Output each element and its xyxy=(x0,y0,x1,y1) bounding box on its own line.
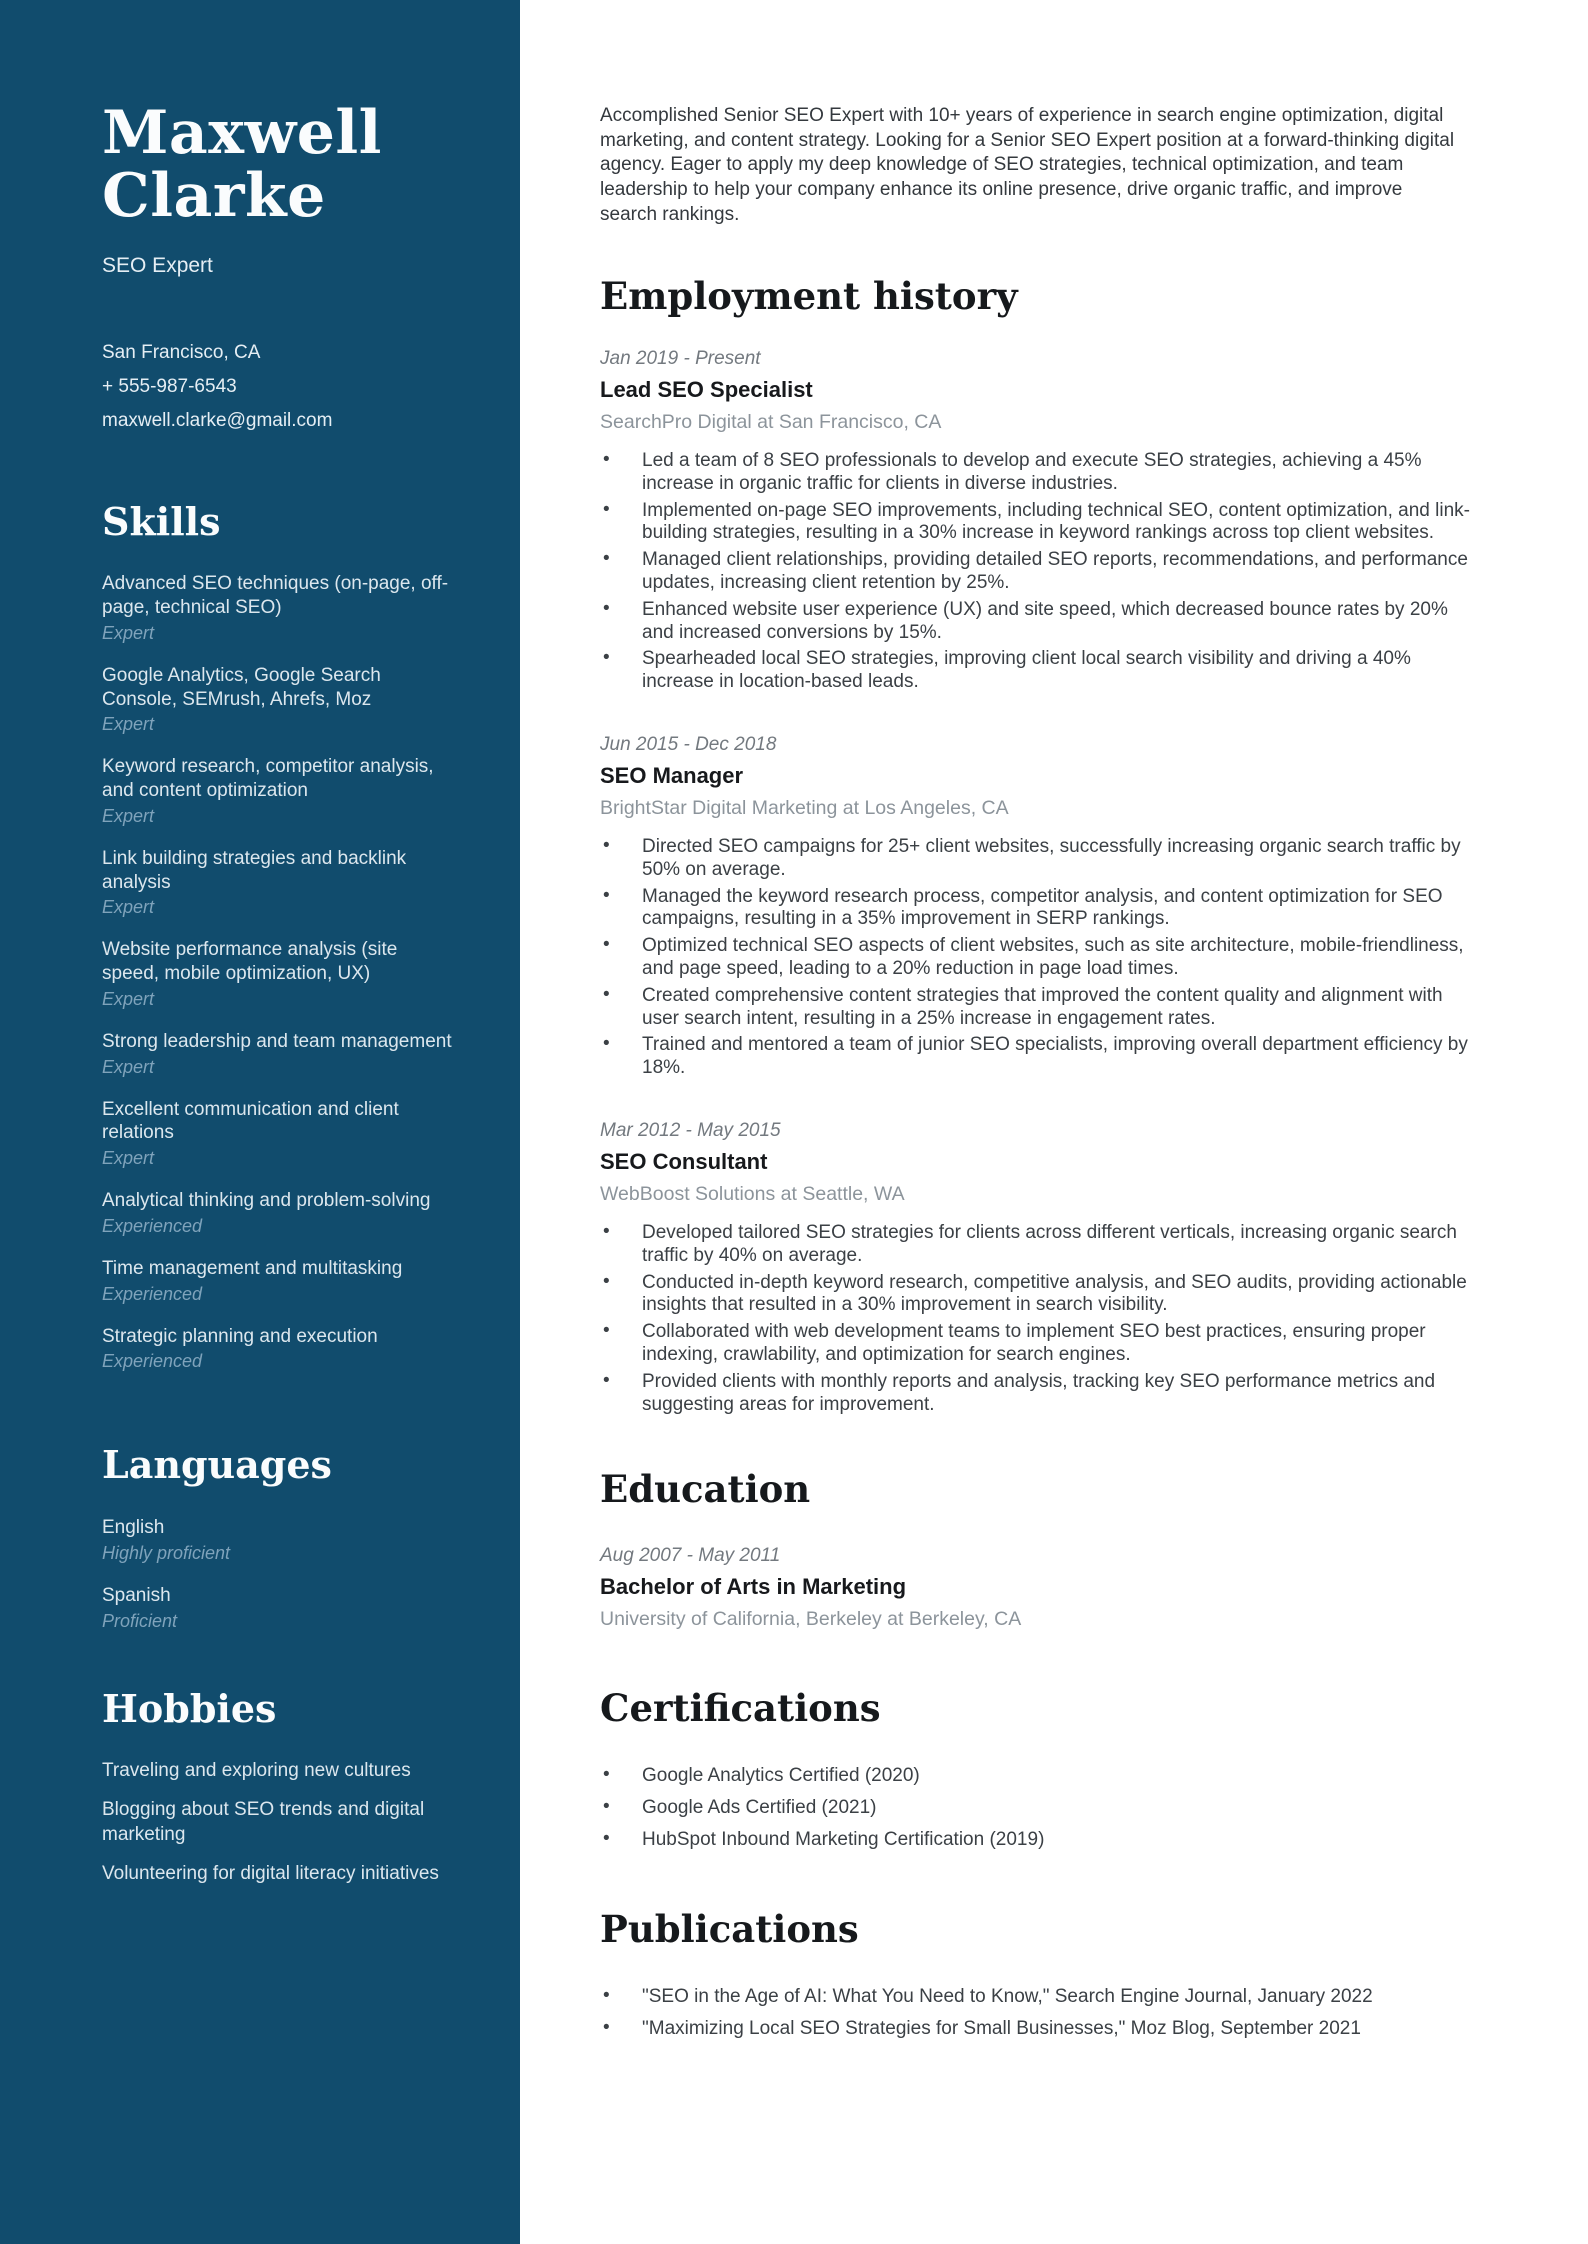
job-bullet: • Managed client relationships, providing detailed SEO reports, recommendations, and performance updates, increasing client retention by 25%. xyxy=(600,549,1470,595)
job-bullet: • Implemented on-page SEO improvements, including technical SEO, content optimization, and link-building strategies, resulting in a 30% increase in keyword rankings across top client websites. xyxy=(600,500,1470,546)
candidate-last-name: Clarke xyxy=(102,161,326,231)
job-company: WebBoost Solutions at Seattle, WA xyxy=(600,1182,905,1205)
skill-item xyxy=(102,1098,456,1170)
profile-summary: Accomplished Senior SEO Expert with 10+ years of experience in search engine optimization, digital marketing, and content strategy. Looking for a Senior SEO Expert position at a forward-thinking digital agency. Eager to apply my deep knowledge of SEO strategies, technical optimization, and team leadership to help your company enhance its online presence, drive organic traffic, and improve search rankings. xyxy=(600,105,1455,225)
skill-name: Strong leadership and team management xyxy=(102,1030,452,1052)
hobbies-list xyxy=(102,1759,456,1886)
job-company: BrightStar Digital Marketing at Los Angeles, CA xyxy=(600,796,1009,819)
skill-item xyxy=(102,847,456,919)
job-bullet: • Trained and mentored a team of junior SEO specialists, improving overall department efficiency by 18%. xyxy=(600,1034,1470,1080)
job-title: Lead SEO Specialist xyxy=(600,376,813,402)
publication-item: • "Maximizing Local SEO Strategies for Small Businesses," Moz Blog, September 2021 xyxy=(600,2018,1470,2041)
skill-level: Expert xyxy=(102,1148,155,1169)
publication-item: • "SEO in the Age of AI: What You Need to Know," Search Engine Journal, January 2022 xyxy=(600,1986,1470,2009)
job-entry xyxy=(600,734,1470,1080)
skill-name: Excellent communication and client relations xyxy=(102,1098,399,1144)
publications-list xyxy=(600,1986,1470,2041)
education-school: University of California, Berkeley at Berkeley, CA xyxy=(600,1607,1022,1630)
skill-level: Experienced xyxy=(102,1283,203,1304)
main-column xyxy=(520,0,1588,2244)
job-entry xyxy=(600,1120,1470,1416)
job-title: SEO Manager xyxy=(600,762,744,788)
skill-level: Experienced xyxy=(102,1215,203,1236)
job-dates: Jun 2015 - Dec 2018 xyxy=(600,733,777,755)
job-bullet: • Collaborated with web development teams to implement SEO best practices, ensuring proper indexing, crawlability, and optimization for search engines. xyxy=(600,1321,1470,1367)
job-title: SEO Consultant xyxy=(600,1148,768,1174)
candidate-name xyxy=(102,98,456,231)
job-dates: Mar 2012 - May 2015 xyxy=(600,1119,781,1141)
language-item xyxy=(102,1584,456,1632)
language-item xyxy=(102,1516,456,1564)
skill-level: Expert xyxy=(102,988,155,1009)
skill-name: Time management and multitasking xyxy=(102,1257,403,1279)
skill-item xyxy=(102,938,456,1010)
job-bullet: • Provided clients with monthly reports and analysis, tracking key SEO performance metrics and suggesting areas for improvement. xyxy=(600,1371,1470,1417)
education-dates: Aug 2007 - May 2011 xyxy=(600,1544,781,1566)
certifications-heading: Certifications xyxy=(600,1685,881,1730)
skill-level: Expert xyxy=(102,714,155,735)
job-bullet: • Developed tailored SEO strategies for clients across different verticals, increasing organic search traffic by 40% on average. xyxy=(600,1222,1470,1268)
hobby-item: Traveling and exploring new cultures xyxy=(102,1760,411,1782)
sidebar xyxy=(0,0,520,2244)
contact-block xyxy=(102,336,456,439)
skill-item xyxy=(102,1257,456,1305)
job-bullet-list xyxy=(600,836,1470,1080)
job-bullet: • Conducted in-depth keyword research, competitive analysis, and SEO audits, providing actionable insights that resulted in a 30% improvement in search visibility. xyxy=(600,1272,1470,1318)
job-bullet: • Enhanced website user experience (UX) and site speed, which decreased bounce rates by 20% and increased conversions by 15%. xyxy=(600,599,1470,645)
skill-item xyxy=(102,572,456,644)
education-degree: Bachelor of Arts in Marketing xyxy=(600,1573,907,1599)
language-level: Highly proficient xyxy=(102,1542,231,1563)
skill-name: Website performance analysis (site speed, mobile optimization, UX) xyxy=(102,939,398,985)
certification-item: • HubSpot Inbound Marketing Certification (2019) xyxy=(600,1829,1470,1852)
skill-level: Expert xyxy=(102,897,155,918)
skill-name: Google Analytics, Google Search Console, SEMrush, Ahrefs, Moz xyxy=(102,664,381,710)
job-bullet: • Directed SEO campaigns for 25+ client websites, successfully increasing organic search traffic by 50% on average. xyxy=(600,836,1470,882)
publications-heading: Publications xyxy=(600,1906,859,1951)
skill-item xyxy=(102,1030,456,1078)
skill-name: Strategic planning and execution xyxy=(102,1325,378,1347)
job-dates: Jan 2019 - Present xyxy=(600,347,761,369)
job-bullet: • Led a team of 8 SEO professionals to develop and execute SEO strategies, achieving a 45% increase in organic traffic for clients in diverse industries. xyxy=(600,450,1470,496)
languages-list xyxy=(102,1516,456,1632)
contact-phone: + 555-987-6543 xyxy=(102,376,237,398)
education-entry xyxy=(600,1545,1470,1631)
employment-heading: Employment history xyxy=(600,274,1018,319)
job-bullet-list xyxy=(600,450,1470,694)
job-bullet: • Optimized technical SEO aspects of client websites, such as site architecture, mobile-friendliness, and page speed, leading to a 20% reduction in page load times. xyxy=(600,935,1470,981)
skill-name: Link building strategies and backlink analysis xyxy=(102,847,407,893)
job-bullet: • Spearheaded local SEO strategies, improving client local search visibility and driving a 40% increase in location-based leads. xyxy=(600,648,1470,694)
language-name: Spanish xyxy=(102,1584,171,1606)
job-bullet: • Created comprehensive content strategies that improved the content quality and alignment with user search intent, resulting in a 25% increase in engagement rates. xyxy=(600,985,1470,1031)
candidate-first-name: Maxwell xyxy=(102,98,382,168)
job-company: SearchPro Digital at San Francisco, CA xyxy=(600,410,942,433)
skill-name: Analytical thinking and problem-solving xyxy=(102,1190,431,1212)
skill-level: Expert xyxy=(102,622,155,643)
hobby-item: Blogging about SEO trends and digital marketing xyxy=(102,1799,425,1845)
skill-item xyxy=(102,755,456,827)
certification-item: • Google Ads Certified (2021) xyxy=(600,1797,1470,1820)
certifications-list xyxy=(600,1765,1470,1851)
certification-item: • Google Analytics Certified (2020) xyxy=(600,1765,1470,1788)
hobbies-heading: Hobbies xyxy=(102,1685,277,1731)
skill-level: Expert xyxy=(102,805,155,826)
contact-location: San Francisco, CA xyxy=(102,342,261,363)
skill-level: Experienced xyxy=(102,1351,203,1372)
hobby-item: Volunteering for digital literacy initiatives xyxy=(102,1862,439,1884)
job-bullet: • Managed the keyword research process, competitor analysis, and content optimization for SEO campaigns, resulting in a 35% improvement in SERP rankings. xyxy=(600,886,1470,932)
education-heading: Education xyxy=(600,1467,811,1512)
skills-heading: Skills xyxy=(102,498,221,544)
job-entry xyxy=(600,348,1470,694)
contact-email: maxwell.clarke@gmail.com xyxy=(102,410,333,432)
skills-list xyxy=(102,572,456,1372)
candidate-job-title: SEO Expert xyxy=(102,254,213,277)
language-level: Proficient xyxy=(102,1610,178,1631)
skill-item xyxy=(102,1189,456,1237)
skill-name: Keyword research, competitor analysis, and content optimization xyxy=(102,756,434,802)
skill-item xyxy=(102,1325,456,1373)
skill-item xyxy=(102,664,456,736)
languages-heading: Languages xyxy=(102,1442,332,1488)
language-name: English xyxy=(102,1517,165,1539)
skill-name: Advanced SEO techniques (on-page, off-page, technical SEO) xyxy=(102,573,449,619)
skill-level: Expert xyxy=(102,1056,155,1077)
job-bullet-list xyxy=(600,1222,1470,1416)
